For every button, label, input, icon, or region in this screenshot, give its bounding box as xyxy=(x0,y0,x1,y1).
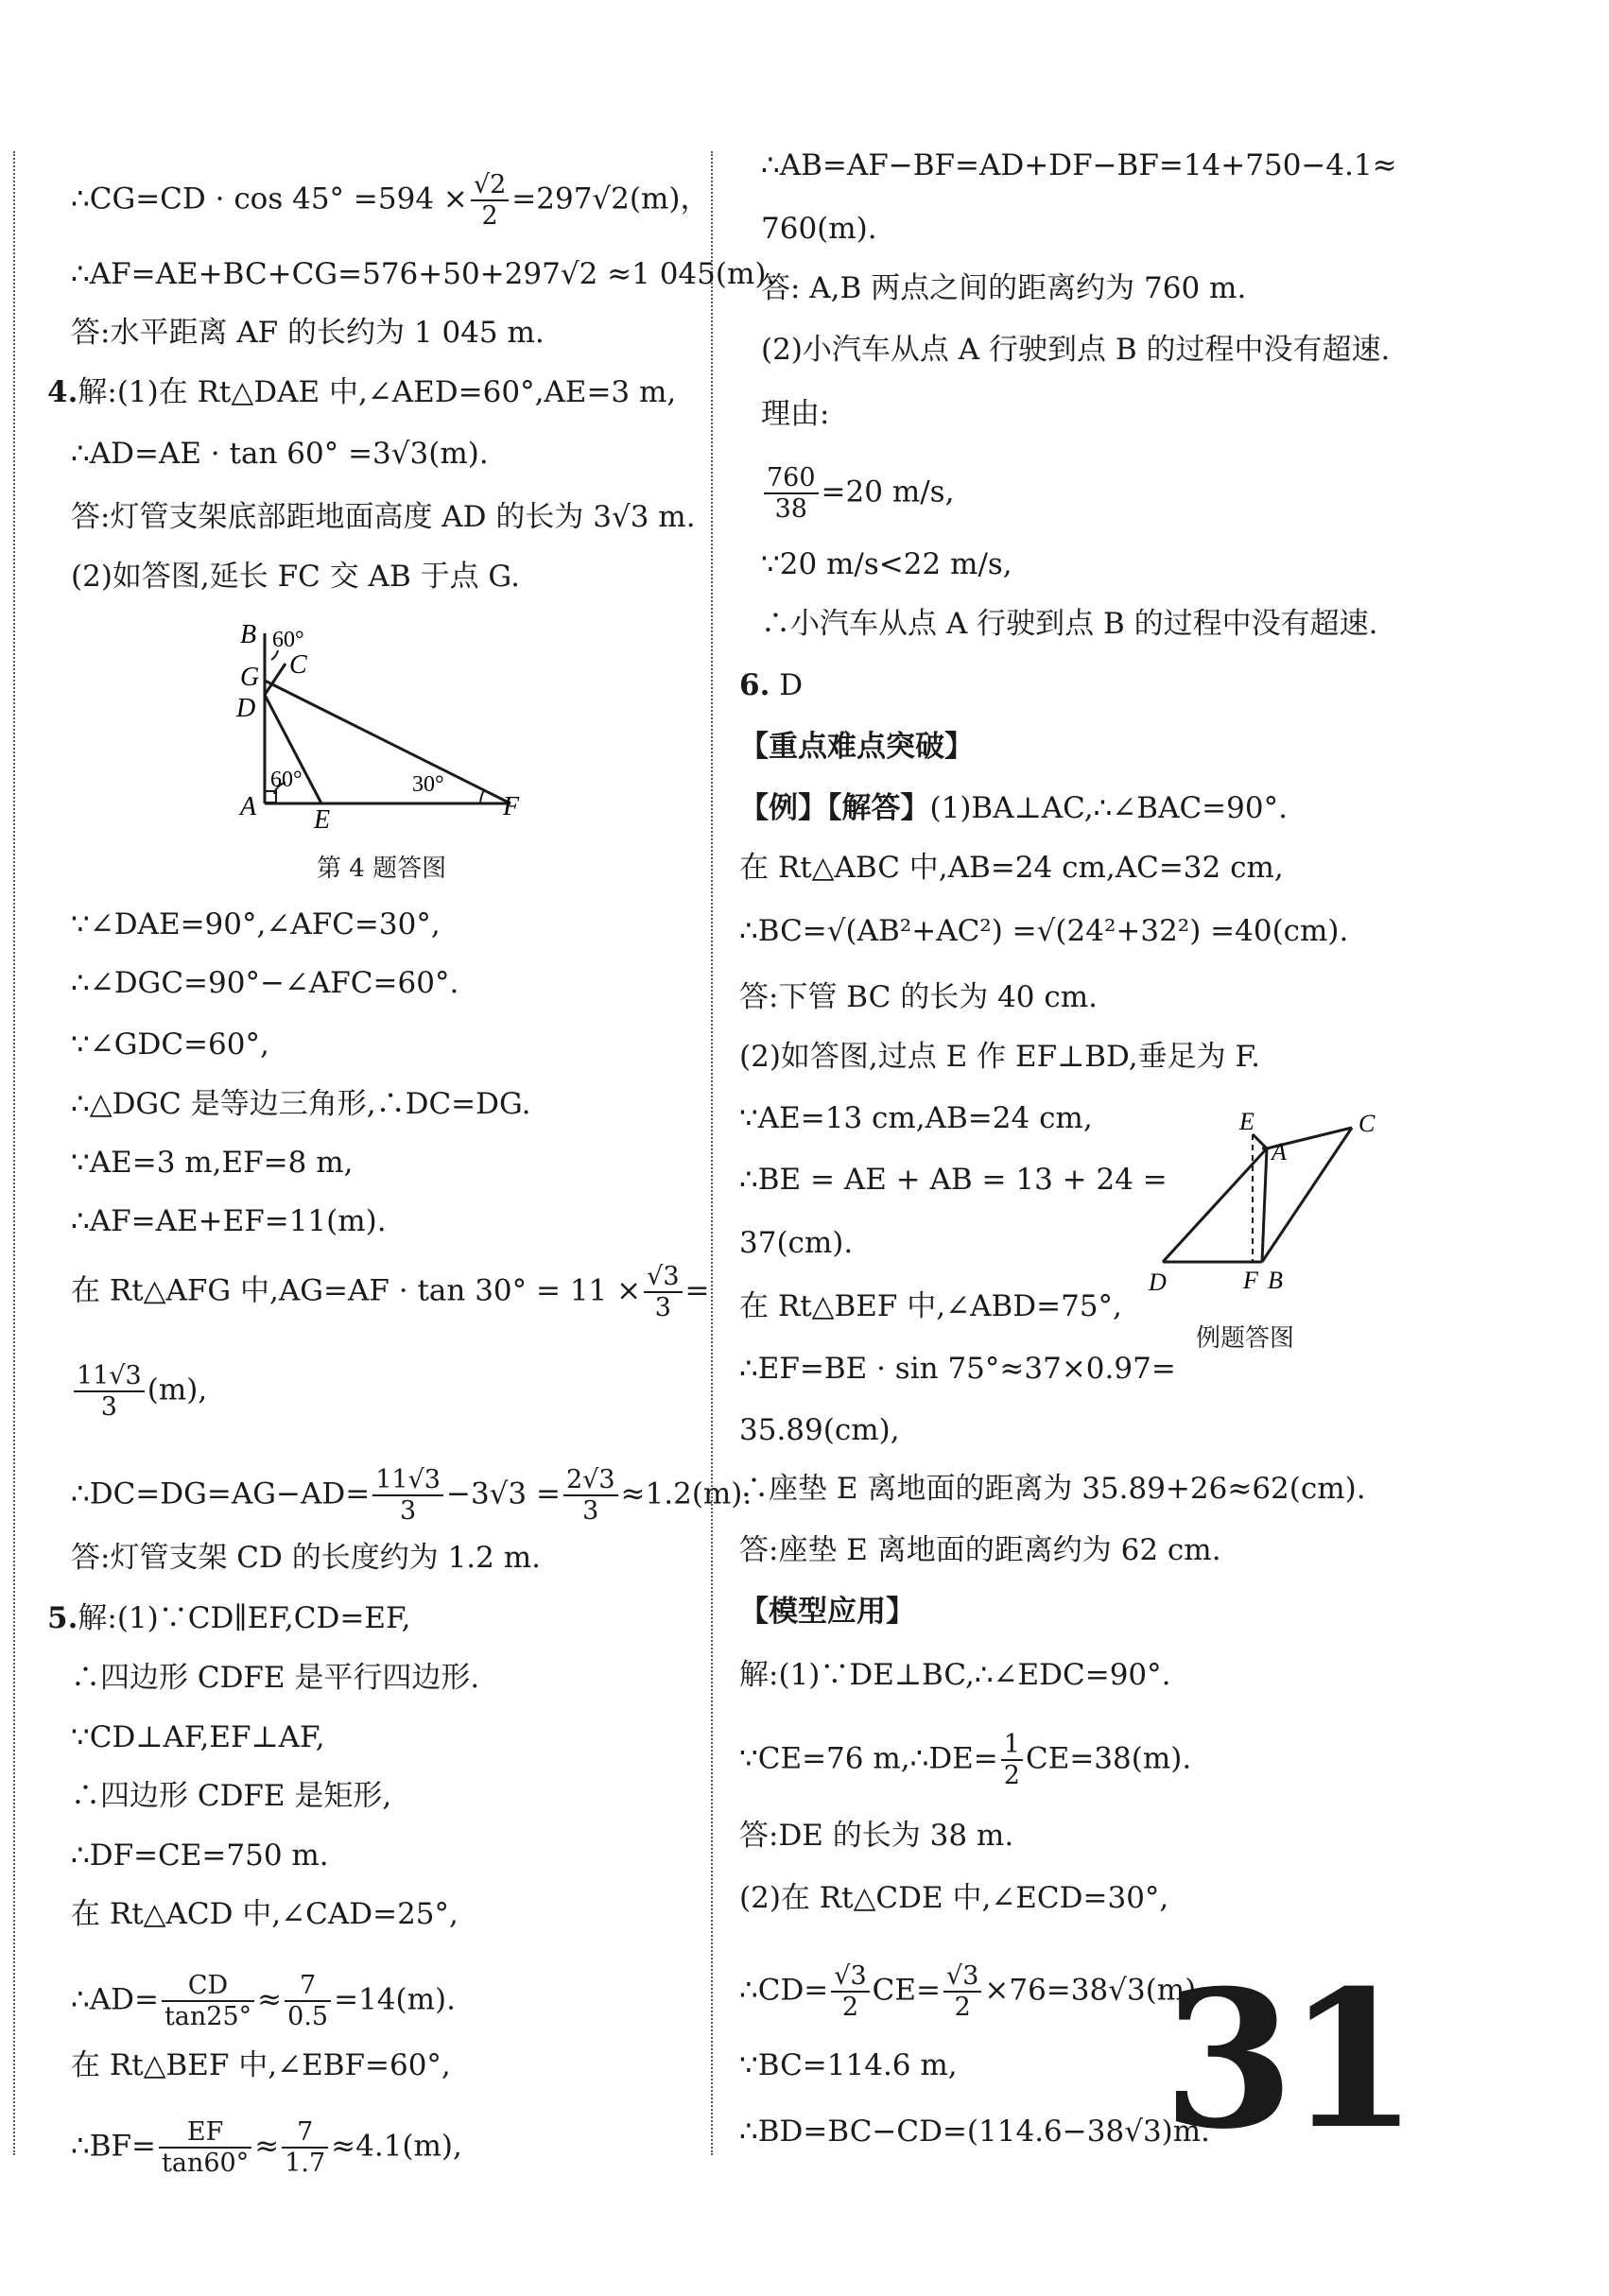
text-line: ∵20 m/s<22 m/s, xyxy=(761,547,1012,581)
text-line: 在 Rt△AFG 中,AG=AF · tan 30° = 11 × $\frac{√3}{3}$ = xyxy=(71,1262,710,1323)
text-line: ∴∠DGC=90°−∠AFC=60°. xyxy=(71,966,459,1000)
example-figure-caption: 例题答图 xyxy=(1196,1324,1295,1353)
example-diagram xyxy=(1139,1101,1390,1300)
text-line: ∵AE=3 m,EF=8 m, xyxy=(71,1146,354,1180)
text-line: $\frac{760}{38}$ =20 m/s, xyxy=(761,463,954,524)
fig4-label-E: E xyxy=(314,805,331,832)
text-line: 在 Rt△ABC 中,AB=24 cm,AC=32 cm, xyxy=(739,851,1284,885)
text-line: (2)在 Rt△CDE 中,∠ECD=30°, xyxy=(739,1881,1169,1915)
example-solution: 【例】【解答】(1)BA⊥AC,∴∠BAC=90°. xyxy=(739,791,1288,825)
text-line: 在 Rt△ACD 中,∠CAD=25°, xyxy=(71,1897,458,1931)
question-6: 6. D xyxy=(739,668,804,702)
figex-label-A: A xyxy=(1272,1138,1287,1165)
text-line: ∴BC=√(AB²+AC²) =√(24²+32²) =40(cm). xyxy=(739,914,1349,948)
text-line: ∴AB=AF−BF=AD+DF−BF=14+750−4.1≈ xyxy=(761,148,1397,182)
text-line: ∴CG=CD · cos 45° =594 × $\frac{√2}{2}$ =297√2(m)， xyxy=(71,170,710,232)
text-line: ∴四边形 CDFE 是矩形, xyxy=(71,1779,392,1813)
figex-label-B: B xyxy=(1268,1267,1283,1294)
fig4-label-G: G xyxy=(240,663,260,692)
fig4-label-A: A xyxy=(240,792,257,821)
text-line: ∵CE=76 m,∴DE= $\frac{1}{2}$ CE=38(m). xyxy=(739,1730,1192,1791)
text-line: 理由: xyxy=(761,397,830,431)
text-line: ∵∠DAE=90°,∠AFC=30°, xyxy=(71,907,441,941)
text-line: ∴DC=DG=AG−AD= $\frac{11√3}{3}$ −3√3 = $\frac{2√3}{3}$ ≈1.2(m). xyxy=(71,1465,753,1527)
text-line: ∴△DGC 是等边三角形,∴DC=DG. xyxy=(71,1087,531,1121)
text-line: ∴四边形 CDFE 是平行四边形. xyxy=(71,1661,480,1695)
text-line: 760(m). xyxy=(761,212,877,246)
text-line: ∴座垫 E 离地面的距离为 35.89+26≈62(cm). xyxy=(739,1472,1366,1506)
text-line: (2)小汽车从点 A 行驶到点 B 的过程中没有超速. xyxy=(761,333,1391,367)
text-line: 答:座垫 E 离地面的距离约为 62 cm. xyxy=(739,1533,1221,1567)
text-line: ∵∠GDC=60°, xyxy=(71,1027,269,1062)
text-line: ∴AD=AE · tan 60° =3√3(m). xyxy=(71,437,489,471)
fig4-label-F: F xyxy=(503,792,520,821)
fig4-label-C: C xyxy=(289,650,307,680)
fig4-angle-f: 30° xyxy=(412,772,444,797)
text-line: (2)如答图,过点 E 作 EF⊥BD,垂足为 F. xyxy=(739,1040,1261,1074)
text-line: ∴BF= $\frac{EF}{\tan 60^\circ}$ ≈ $\frac{7}{1.7}$ ≈4.1(m), xyxy=(71,2117,462,2179)
figex-label-E: E xyxy=(1239,1108,1254,1135)
figex-label-C: C xyxy=(1358,1110,1375,1137)
text-line: $\frac{11√3}{3}$ (m), xyxy=(71,1361,207,1422)
figex-label-F: F xyxy=(1243,1267,1258,1294)
text-line: 答:下管 BC 的长为 40 cm. xyxy=(739,980,1098,1014)
text-line: ∵BC=114.6 m, xyxy=(739,2048,958,2082)
text-line: ∴BD=BC−CD=(114.6−38√3)m. xyxy=(739,2115,1211,2149)
text-line: 37(cm). xyxy=(739,1226,854,1260)
text-line: 答:灯管支架底部距地面高度 AD 的长为 3√3 m. xyxy=(71,500,696,534)
text-line: 答: A,B 两点之间的距离约为 760 m. xyxy=(761,271,1247,305)
fig4-angle-bottom: 60° xyxy=(270,768,303,792)
question-5-start: 5.解:(1)∵CD∥EF,CD=EF, xyxy=(47,1601,411,1635)
figure-4-diagram xyxy=(227,614,539,832)
text-line: ∴小汽车从点 A 行驶到点 B 的过程中没有超速. xyxy=(761,607,1378,641)
fig4-angle-top: 60° xyxy=(272,628,304,652)
figure-4-caption: 第 4 题答图 xyxy=(317,855,447,883)
text-line: ∴DF=CE=750 m. xyxy=(71,1839,329,1873)
left-margin-rule xyxy=(13,151,15,2155)
text-line: 答:DE 的长为 38 m. xyxy=(739,1819,1014,1853)
text-line: ∴EF=BE · sin 75°≈37×0.97= xyxy=(739,1352,1176,1386)
text-line: 在 Rt△BEF 中,∠ABD=75°, xyxy=(739,1289,1122,1323)
section-heading-model: 【模型应用】 xyxy=(739,1595,915,1629)
text-line: 答:灯管支架 CD 的长度约为 1.2 m. xyxy=(71,1541,541,1575)
text-line: ∵AE=13 cm,AB=24 cm, xyxy=(739,1101,1093,1135)
text-line: ∴CD= $\frac{√3}{2}$ CE= $\frac{√3}{2}$ ×76=38√3(m). xyxy=(739,1961,1206,2023)
column-divider xyxy=(711,151,713,2155)
section-heading-key-points: 【重点难点突破】 xyxy=(739,730,974,764)
text-line: 解:(1)∵DE⊥BC,∴∠EDC=90°. xyxy=(739,1658,1171,1692)
text-line: ∵CD⊥AF,EF⊥AF, xyxy=(71,1720,325,1754)
text-line: ∴AD= $\frac{CD}{\tan 25^\circ}$ ≈ $\frac{7}{0.5}$ =14(m). xyxy=(71,1971,456,2032)
text-line: 在 Rt△BEF 中,∠EBF=60°, xyxy=(71,2048,451,2082)
text-line: 答:水平距离 AF 的长约为 1 045 m. xyxy=(71,316,545,350)
page-number: 31 xyxy=(1163,1949,1411,2171)
text-line: ∴BE = AE + AB = 13 + 24 = xyxy=(739,1163,1168,1197)
fig4-label-B: B xyxy=(240,620,257,649)
text-line: 35.89(cm), xyxy=(739,1413,900,1447)
question-4-start: 4.解:(1)在 Rt△DAE 中,∠AED=60°,AE=3 m, xyxy=(47,375,677,409)
text-line: ∴AF=AE+EF=11(m). xyxy=(71,1204,387,1238)
fig4-label-D: D xyxy=(236,694,256,723)
text-line: (2)如答图,延长 FC 交 AB 于点 G. xyxy=(71,560,520,594)
text-line: ∴AF=AE+BC+CG=576+50+297√2 ≈1 045(m). xyxy=(71,257,776,291)
figex-label-D: D xyxy=(1149,1269,1167,1296)
